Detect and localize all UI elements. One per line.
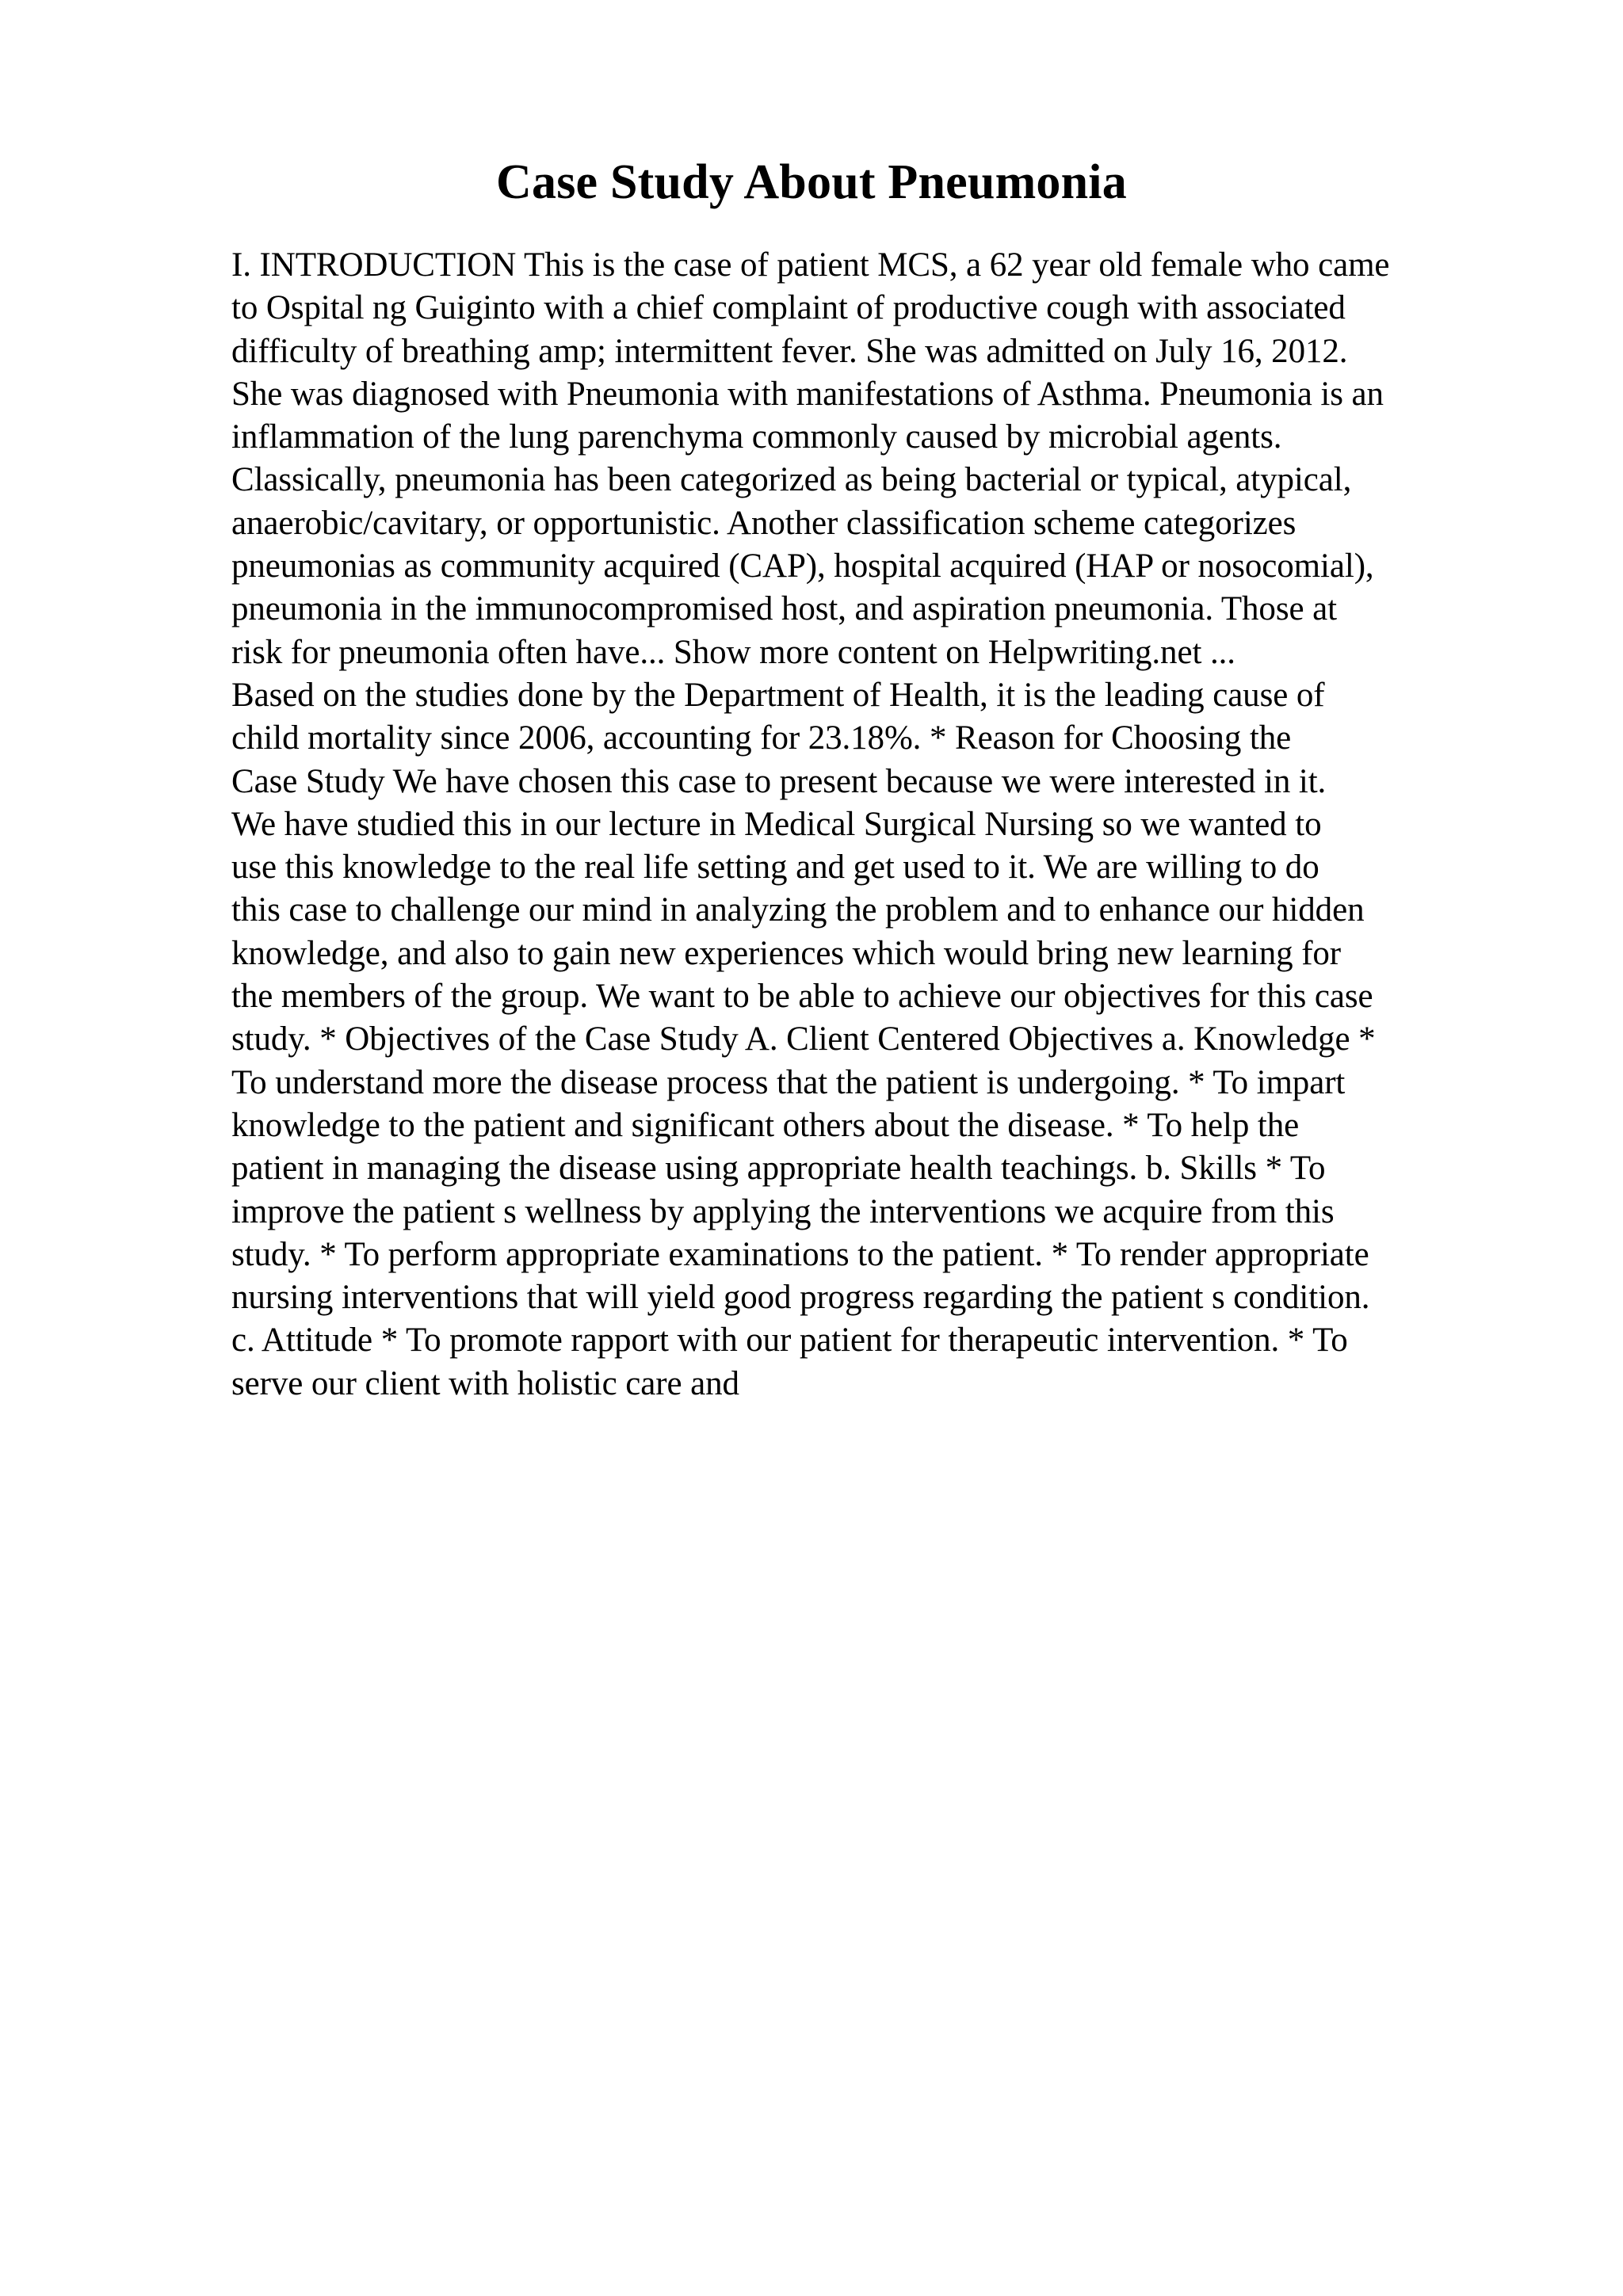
body-line: child mortality since 2006, accounting for 23.18%. * Reason for Choosing the	[231, 719, 1292, 757]
body-line: Case Study We have chosen this case to present because we were interested in it.	[231, 762, 1327, 800]
body-line: study. * Objectives of the Case Study A. Client Centered Objectives a. Knowledge *	[231, 1020, 1376, 1058]
body-line: I. INTRODUCTION This is the case of patient MCS, a 62 year old female who came	[231, 246, 1390, 284]
body-line: use this knowledge to the real life setting and get used to it. We are willing to do	[231, 849, 1319, 887]
body-line: knowledge, and also to gain new experiences which would bring new learning for	[231, 934, 1342, 972]
body-line: anaerobic/cavitary, or opportunistic. Another classification scheme categorizes	[231, 504, 1296, 542]
body-line: Classically, pneumonia has been categorized as being bacterial or typical, atypical,	[231, 461, 1352, 499]
body-line: c. Attitude * To promote rapport with our patient for therapeutic intervention. * To	[231, 1322, 1348, 1360]
body-line: serve our client with holistic care and	[231, 1364, 739, 1402]
body-line: Based on the studies done by the Department of Health, it is the leading cause of	[231, 676, 1325, 714]
body-line: this case to challenge our mind in analyzing the problem and to enhance our hidden	[231, 891, 1365, 929]
body-line: knowledge to the patient and significant others about the disease. * To help the	[231, 1106, 1300, 1144]
body-line: study. * To perform appropriate examinations to the patient. * To render appropriate	[231, 1235, 1369, 1273]
body-line: nursing interventions that will yield good progress regarding the patient s condition.	[231, 1279, 1370, 1317]
body-line: patient in managing the disease using appropriate health teachings. b. Skills * To	[231, 1150, 1326, 1188]
body-line: the members of the group. We want to be able to achieve our objectives for this case	[231, 978, 1373, 1016]
body-line: risk for pneumonia often have... Show more content on Helpwriting.net ...	[231, 633, 1235, 671]
document-title: Case Study About Pneumonia	[496, 155, 1127, 209]
body-line: To understand more the disease process that the patient is undergoing. * To impart	[231, 1063, 1346, 1101]
body-line: pneumonia in the immunocompromised host, and aspiration pneumonia. Those at	[231, 590, 1337, 628]
body-line: difficulty of breathing amp; intermittent fever. She was admitted on July 16, 2012.	[231, 332, 1348, 370]
body-line: We have studied this in our lecture in Medical Surgical Nursing so we wanted to	[231, 805, 1322, 843]
document-body	[231, 244, 1499, 1405]
body-line: inflammation of the lung parenchyma commonly caused by microbial agents.	[231, 418, 1282, 456]
body-line: improve the patient s wellness by applying the interventions we acquire from this	[231, 1192, 1335, 1230]
body-line: pneumonias as community acquired (CAP), hospital acquired (HAP or nosocomial),	[231, 547, 1374, 585]
body-line: She was diagnosed with Pneumonia with manifestations of Asthma. Pneumonia is an	[231, 375, 1384, 413]
body-line: to Ospital ng Guiginto with a chief complaint of productive cough with associated	[231, 289, 1346, 327]
